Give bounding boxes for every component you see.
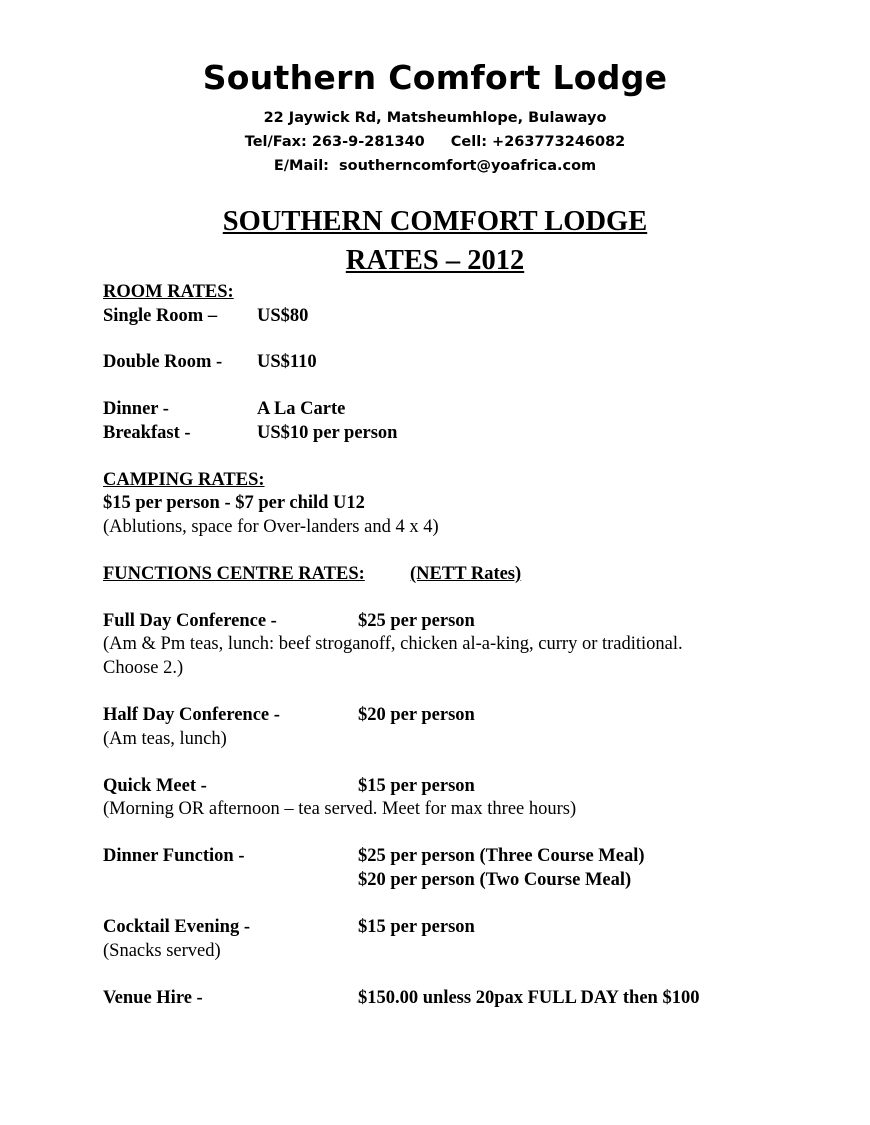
single-room-label: Single Room – <box>103 306 218 326</box>
dinner-function-price-three: $25 per person (Three Course Meal) <box>358 846 645 866</box>
full-day-price: $25 per person <box>358 611 475 631</box>
dinner-label: Dinner - <box>103 399 169 419</box>
venue-hire-label: Venue Hire - <box>103 988 203 1008</box>
double-room-label: Double Room - <box>103 352 223 372</box>
email-label: E/Mail: <box>273 158 329 174</box>
lodge-address: 22 Jaywick Rd, Matsheumhlope, Bulawayo <box>263 110 607 126</box>
dinner-function-price-two: $20 per person (Two Course Meal) <box>358 870 632 890</box>
functions-heading: FUNCTIONS CENTRE RATES: <box>103 564 365 584</box>
full-day-label: Full Day Conference - <box>103 611 277 631</box>
email-address: southerncomfort@yoafrica.com <box>338 158 597 174</box>
half-day-note: (Am teas, lunch) <box>103 729 227 749</box>
venue-hire-price: $150.00 unless 20pax FULL DAY then $100 <box>358 988 700 1008</box>
dinner-value: A La Carte <box>257 399 346 419</box>
document-subtitle: RATES – 2012 <box>345 245 525 276</box>
camping-note: (Ablutions, space for Over-landers and 4 x 4) <box>103 517 439 537</box>
breakfast-value: US$10 per person <box>257 423 398 443</box>
half-day-label: Half Day Conference - <box>103 705 280 725</box>
tel-fax: Tel/Fax: 263-9-281340 <box>244 134 425 150</box>
cocktail-label: Cocktail Evening - <box>103 917 250 937</box>
contact-phone-line <box>0 134 870 150</box>
quick-meet-note: (Morning OR afternoon – tea served. Meet for max three hours) <box>103 799 577 819</box>
contact-email-line <box>0 158 870 174</box>
cocktail-price: $15 per person <box>358 917 475 937</box>
single-room-price: US$80 <box>257 306 309 326</box>
camping-rate: $15 per person - $7 per child U12 <box>103 493 365 513</box>
full-day-note-cont: Choose 2.) <box>103 658 184 678</box>
document-title: SOUTHERN COMFORT LODGE <box>222 206 648 237</box>
full-day-note: (Am & Pm teas, lunch: beef stroganoff, chicken al-a-king, curry or traditional. <box>103 634 683 654</box>
quick-meet-label: Quick Meet - <box>103 776 207 796</box>
lodge-name: Southern Comfort Lodge <box>202 58 668 97</box>
breakfast-label: Breakfast - <box>103 423 191 443</box>
cocktail-note: (Snacks served) <box>103 941 221 961</box>
nett-rates-label: (NETT Rates) <box>410 564 522 584</box>
room-rates-heading: ROOM RATES: <box>103 282 234 302</box>
camping-rates-heading: CAMPING RATES: <box>103 470 265 490</box>
half-day-price: $20 per person <box>358 705 475 725</box>
quick-meet-price: $15 per person <box>358 776 475 796</box>
cell-number: Cell: +263773246082 <box>450 134 626 150</box>
dinner-function-label: Dinner Function - <box>103 846 245 866</box>
double-room-price: US$110 <box>257 352 317 372</box>
